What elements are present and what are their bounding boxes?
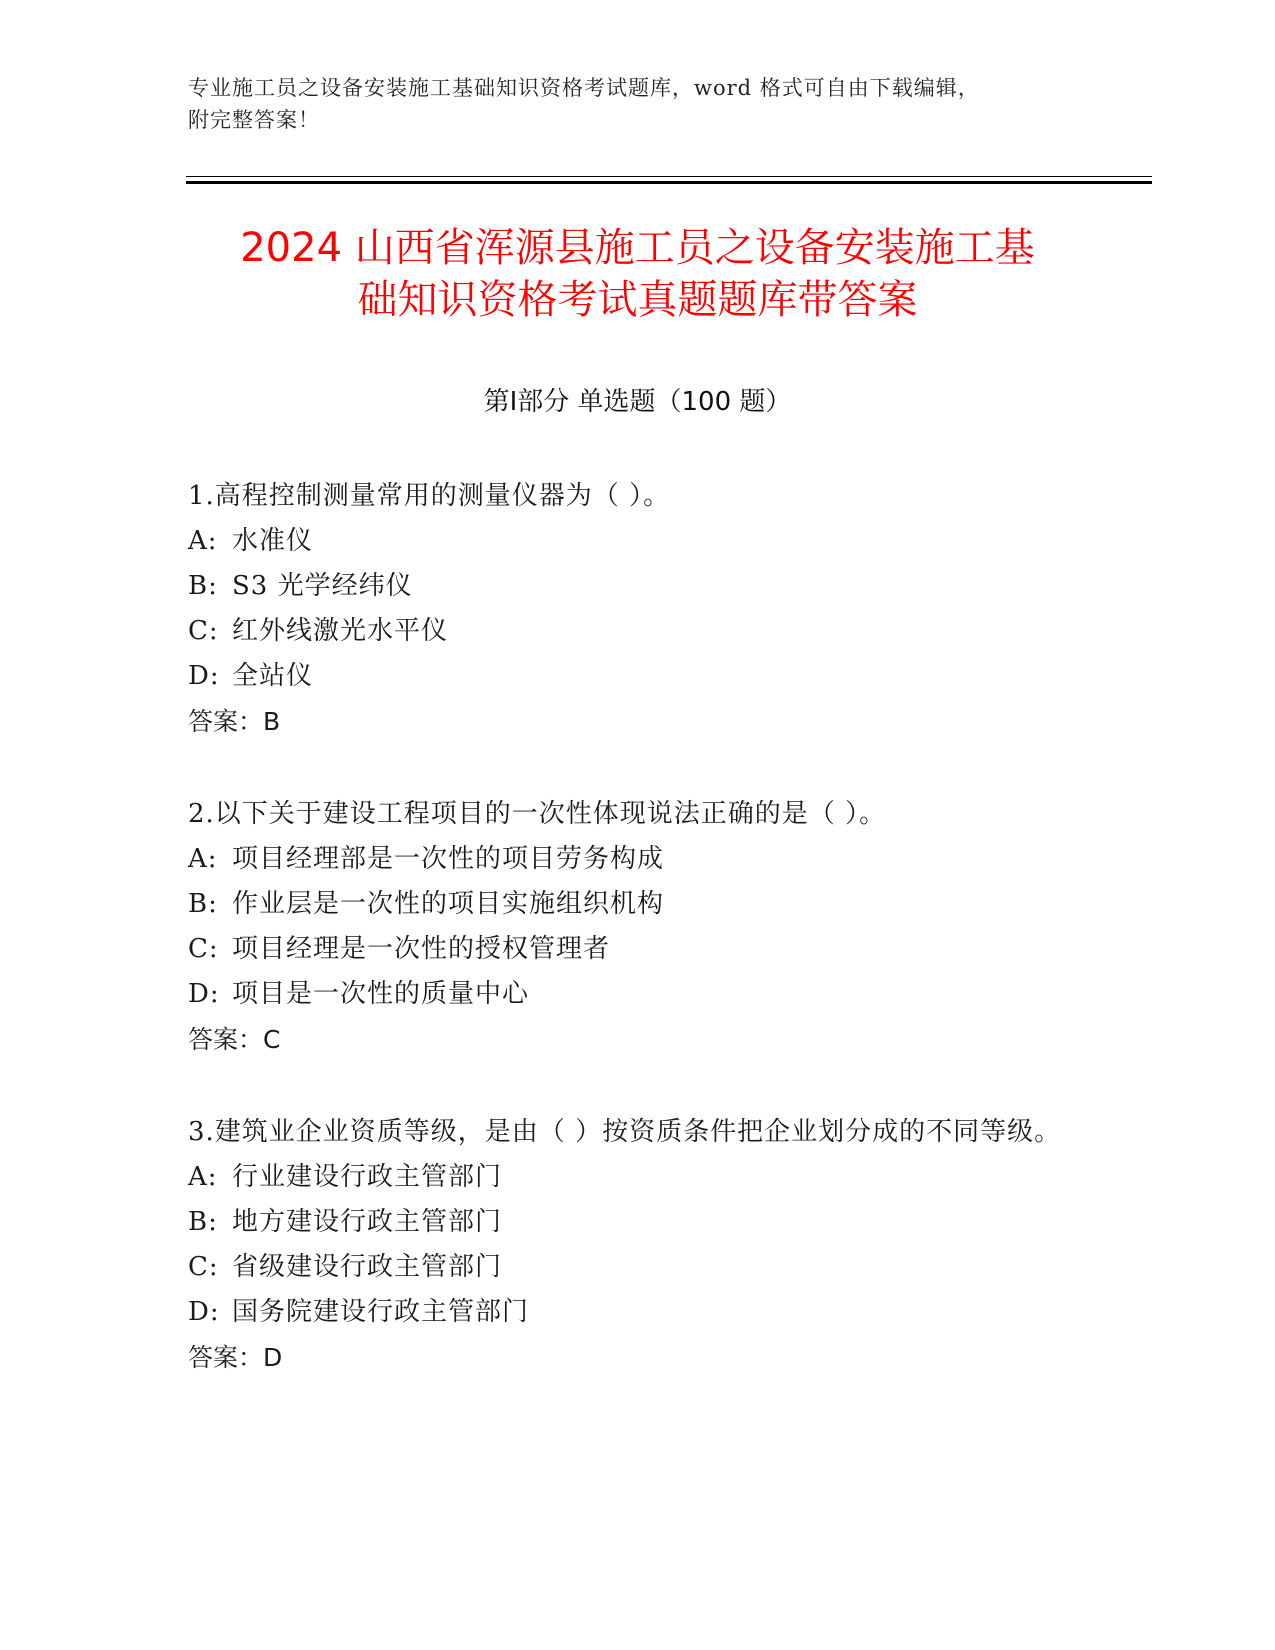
option-d xyxy=(188,972,1088,1017)
option-a xyxy=(188,519,1088,564)
question-2 xyxy=(188,792,1088,1062)
header-note-line1: 专业施工员之设备安装施工基础知识资格考试题库，word 格式可自由下载编辑， xyxy=(188,76,980,100)
document-title xyxy=(160,222,1115,326)
option-key: A: xyxy=(188,1162,218,1192)
section-title: 第Ⅰ部分 单选题（100 题） xyxy=(483,387,792,417)
header-note xyxy=(188,72,1088,136)
option-text: 作业层是一次性的项目实施组织机构 xyxy=(232,889,665,919)
option-text: 行业建设行政主管部门 xyxy=(232,1162,503,1192)
option-text: 水准仪 xyxy=(232,526,314,556)
option-text: S3 光学经纬仪 xyxy=(232,571,413,601)
option-key: C: xyxy=(188,934,219,964)
question-3 xyxy=(188,1110,1088,1380)
option-text: 项目是一次性的质量中心 xyxy=(232,979,530,1009)
option-text: 项目经理部是一次性的项目劳务构成 xyxy=(232,844,665,874)
option-key: D: xyxy=(188,1297,220,1327)
option-b xyxy=(188,564,1088,609)
option-text: 红外线激光水平仪 xyxy=(232,616,449,646)
option-text: 国务院建设行政主管部门 xyxy=(232,1297,530,1327)
answer: 答案：C xyxy=(188,1025,281,1054)
option-key: B: xyxy=(188,571,218,601)
option-b xyxy=(188,882,1088,927)
option-key: D: xyxy=(188,979,220,1009)
option-text: 省级建设行政主管部门 xyxy=(232,1252,503,1282)
question-stem: 3.建筑业企业资质等级，是由（ ）按资质条件把企业划分成的不同等级。 xyxy=(188,1117,1062,1147)
answer: 答案：D xyxy=(188,1343,283,1372)
question-stem: 2.以下关于建设工程项目的一次性体现说法正确的是（ ）。 xyxy=(188,799,887,829)
header-divider-thick xyxy=(186,181,1152,184)
question-stem: 1.高程控制测量常用的测量仪器为（ ）。 xyxy=(188,481,671,511)
question-1 xyxy=(188,474,1088,744)
document-title-line1: 2024 山西省浑源县施工员之设备安装施工基 xyxy=(240,225,1035,271)
option-key: C: xyxy=(188,616,219,646)
option-key: B: xyxy=(188,1207,218,1237)
option-d xyxy=(188,1290,1088,1335)
document-title-line2: 础知识资格考试真题题库带答案 xyxy=(357,277,918,323)
option-a xyxy=(188,837,1088,882)
option-text: 项目经理是一次性的授权管理者 xyxy=(232,934,611,964)
header-note-line2: 附完整答案！ xyxy=(188,108,320,132)
option-text: 地方建设行政主管部门 xyxy=(232,1207,503,1237)
option-text: 全站仪 xyxy=(232,661,314,691)
option-c xyxy=(188,609,1088,654)
option-d xyxy=(188,654,1088,699)
option-key: C: xyxy=(188,1252,219,1282)
option-key: B: xyxy=(188,889,218,919)
option-a xyxy=(188,1155,1088,1200)
header-divider-thin xyxy=(186,176,1152,177)
option-c xyxy=(188,927,1088,972)
option-key: A: xyxy=(188,844,218,874)
option-key: D: xyxy=(188,661,220,691)
answer: 答案：B xyxy=(188,707,281,736)
option-b xyxy=(188,1200,1088,1245)
option-key: A: xyxy=(188,526,218,556)
option-c xyxy=(188,1245,1088,1290)
